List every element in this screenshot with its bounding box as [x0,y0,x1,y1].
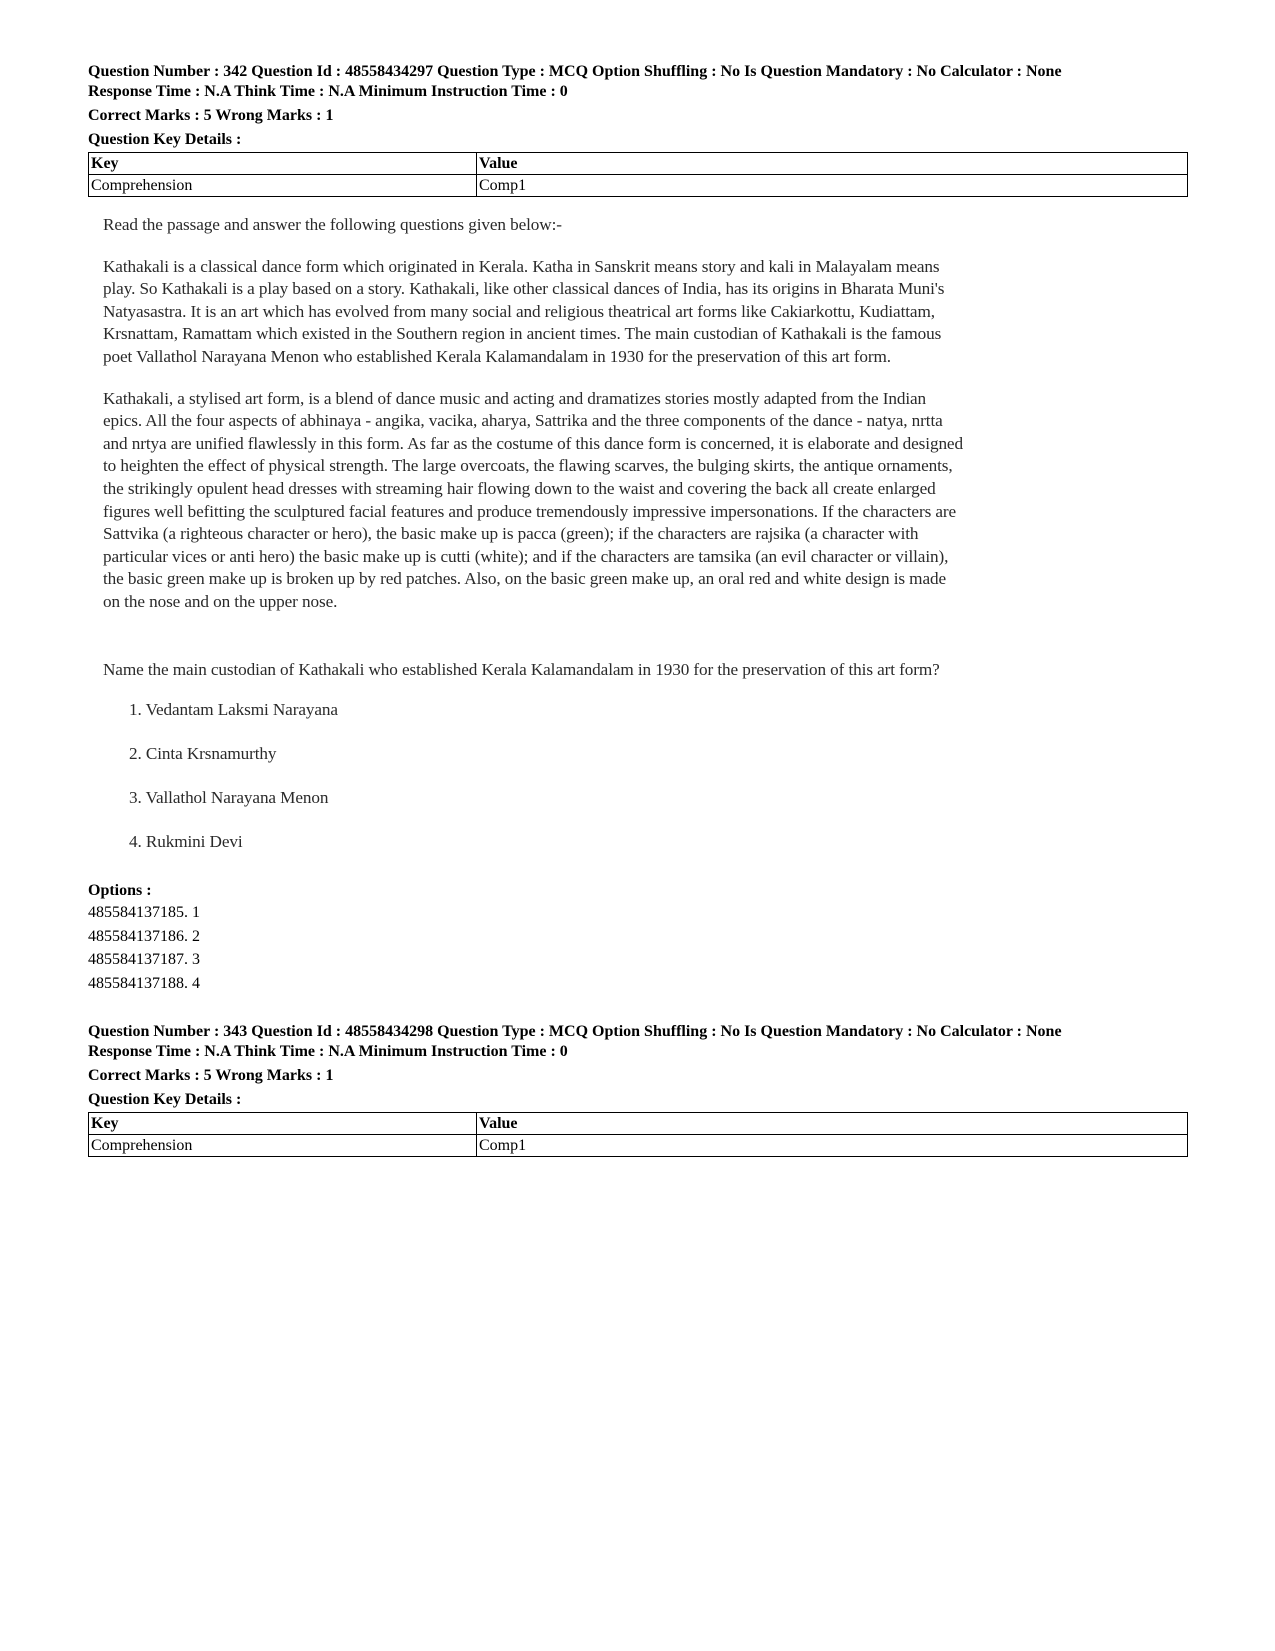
table-header-row [89,153,1188,175]
table-header-row [89,1113,1188,1135]
question-timing-line: Response Time : N.A Think Time : N.A Minimum Instruction Time : 0 [88,1043,568,1061]
option-id-line: 485584137187. 3 [88,951,200,969]
table-header-value: Value [477,153,1188,175]
passage-paragraph-2: Kathakali, a stylised art form, is a blend of dance music and acting and dramatizes stories mostly adapted from the Indian epics. All the four aspects of abhinaya - angika, vacika, aharya, Sattrika and the three components of the dance - natya, nrtta and nrtya are unified flawlessly in this form. As far as the costume of this dance form is concerned, it is elaborate and designed to heighten the effect of physical strength. The large overcoats, the flawing scarves, the bulging skirts, the antique ornaments, the strikingly opulent head dresses with streaming hair flowing down to the waist and covering the back all create enlarged figures well befitting the sculptured facial features and produce tremendously impressive impersonations. If the characters are Sattvika (a righteous character or hero), the basic make up is pacca (green); if the characters are rajsika (a character with particular vices or anti hero) the basic make up is cutti (white); and if the characters are tamsika (an evil character or villain), the basic green make up is broken up by red patches. Also, on the basic green make up, an oral red and white design is made on the nose and on the upper nose. [103,388,963,611]
passage-paragraph-1: Kathakali is a classical dance form which originated in Kerala. Katha in Sanskrit means story and kali in Malayalam means play. So Kathakali is a play based on a story. Kathakali, like other classical dances of India, has its origins in Bharata Muni's Natyasastra. It is an art which has evolved from many social and religious theatrical art forms like Cakiarkottu, Kudiattam, Krsnattam, Ramattam which existed in the Southern region in ancient times. The main custodian of Kathakali is the famous poet Vallathol Narayana Menon who established Kerala Kalamandalam in 1930 for the preservation of this art form. [103,256,945,366]
answer-choice: 3. Vallathol Narayana Menon [129,788,329,808]
question-key-table [88,1112,1188,1157]
question-marks-line: Correct Marks : 5 Wrong Marks : 1 [88,1067,334,1085]
question-marks-line: Correct Marks : 5 Wrong Marks : 1 [88,107,334,124]
answer-choice: 1. Vedantam Laksmi Narayana [129,700,338,720]
question-342-block [88,62,1188,995]
question-key-table [88,152,1188,197]
question-timing-line: Response Time : N.A Think Time : N.A Minimum Instruction Time : 0 [88,83,568,100]
table-header-value: Value [477,1113,1188,1135]
table-cell-value: Comp1 [477,1135,1188,1157]
answer-choice: 2. Cinta Krsnamurthy [129,744,277,764]
question-paper-page [88,62,1188,1157]
table-cell-value: Comp1 [477,175,1188,197]
table-header-key: Key [89,1113,477,1135]
option-id-line: 485584137185. 1 [88,904,200,922]
table-row [89,1135,1188,1157]
answer-choices-list [129,699,963,875]
option-id-line: 485584137186. 2 [88,927,200,945]
question-343-block [88,1022,1188,1157]
table-cell-key: Comprehension [89,175,477,197]
question-key-details-label: Question Key Details : [88,1091,242,1109]
passage-instruction: Read the passage and answer the following questions given below:- [103,215,562,234]
question-key-details-label: Question Key Details : [88,131,242,148]
answer-choice: 4. Rukmini Devi [129,832,243,852]
table-row [89,175,1188,197]
question-header-line: Question Number : 343 Question Id : 48558434298 Question Type : MCQ Option Shuffling : No Is Question Mandatory : No Calculator : None [88,1023,1062,1041]
question-header-line: Question Number : 342 Question Id : 48558434297 Question Type : MCQ Option Shuffling : No Is Question Mandatory : No Calculator : None [88,63,1062,80]
comprehension-passage-image [103,214,963,875]
question-text: Name the main custodian of Kathakali who established Kerala Kalamandalam in 1930 for the preservation of this art form? [103,659,940,679]
table-header-key: Key [89,153,477,175]
option-id-line: 485584137188. 4 [88,974,200,992]
options-label: Options : [88,882,152,900]
table-cell-key: Comprehension [89,1135,477,1157]
